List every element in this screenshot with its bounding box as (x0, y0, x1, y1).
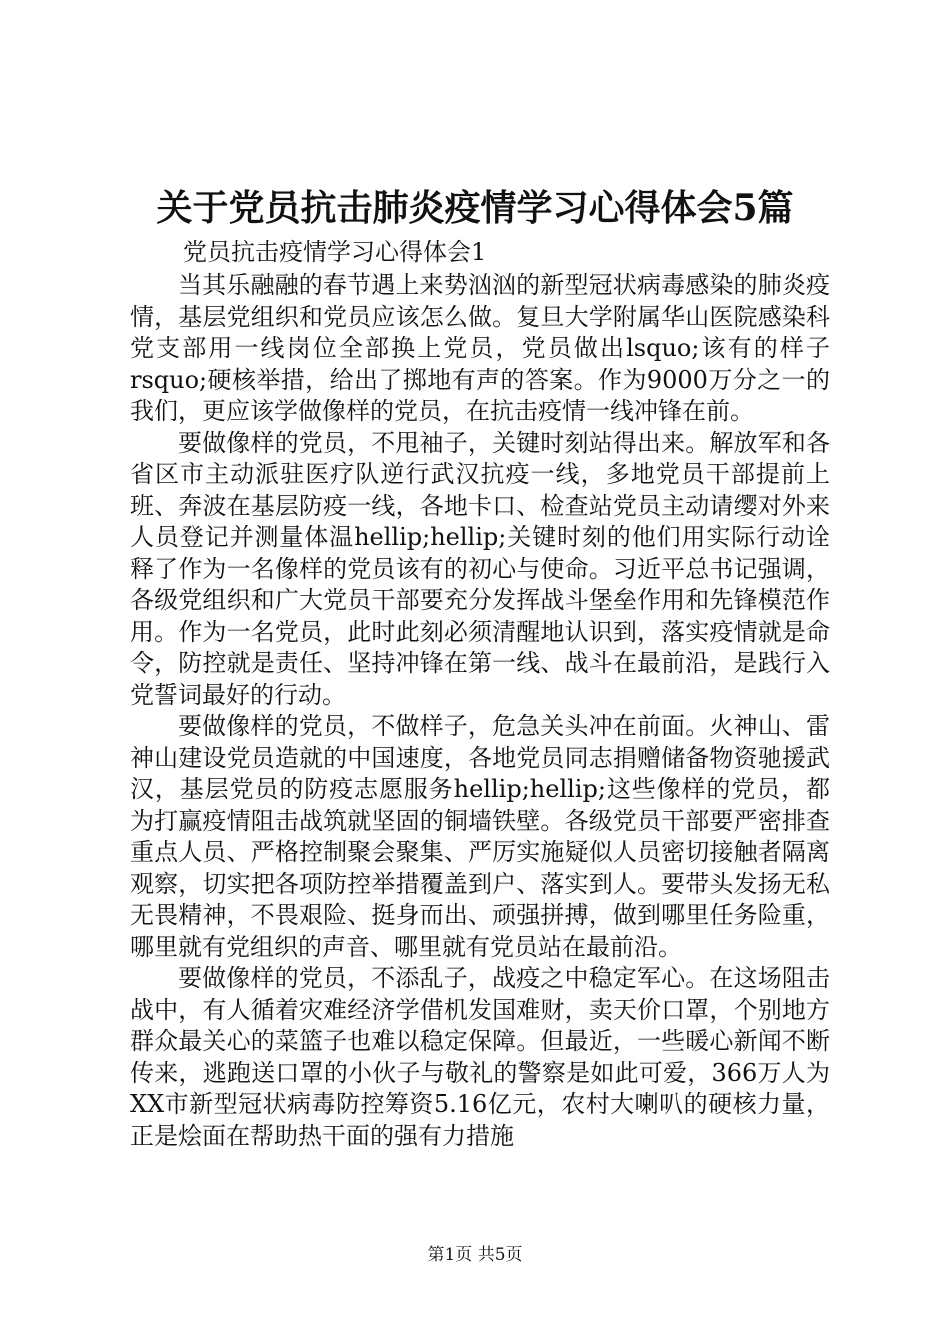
paragraph: 当其乐融融的春节遇上来势汹汹的新型冠状病毒感染的肺炎疫情，基层党组织和党员应该怎么做。复旦大学附属华山医院感染科党支部用一线岗位全部换上党员，党员做出lsquo;该有的样子rsquo;硬核举措，给出了掷地有声的答案。作为9000万分之一的我们，更应该学做像样的党员，在抗击疫情一线冲锋在前。 (130, 271, 830, 425)
document-title: 关于党员抗击肺炎疫情学习心得体会5篇 (156, 187, 794, 229)
paragraph: 要做像样的党员，不做样子，危急关头冲在前面。火神山、雷神山建设党员造就的中国速度，各地党员同志捐赠储备物资驰援武汉，基层党员的防疫志愿服务hellip;hellip;这些像样的党员，都为打赢疫情阻击战筑就坚固的铜墙铁壁。各级党员干部要严密排查重点人员、严格控制聚会聚集、严厉实施疑似人员密切接触者隔离观察，切实把各项防控举措覆盖到户、落实到人。要带头发扬无私无畏精神，不畏艰险、挺身而出、顽强拼搏，做到哪里任务险重，哪里就有党组织的声音、哪里就有党员站在最前沿。 (130, 712, 830, 961)
section-heading: 党员抗击疫情学习心得体会1 (183, 238, 487, 266)
paragraph: 要做像样的党员，不甩袖子，关键时刻站得出来。解放军和各省区市主动派驻医疗队逆行武汉抗疫一线，多地党员干部提前上班、奔波在基层防疫一线，各地卡口、检查站党员主动请缨对外来人员登记并测量体温hellip;hellip;关键时刻的他们用实际行动诠释了作为一名像样的党员该有的初心与使命。习近平总书记强调，各级党组织和广大党员干部要充分发挥战斗堡垒作用和先锋模范作用。作为一名党员，此时此刻必须清醒地认识到，落实疫情就是命令，防控就是责任、坚持冲锋在第一线、战斗在最前沿，是践行入党誓词最好的行动。 (130, 428, 830, 709)
document-body (130, 270, 830, 1152)
page-footer: 第1页 共5页 (427, 1245, 523, 1265)
paragraph: 要做像样的党员，不添乱子，战疫之中稳定军心。在这场阻击战中，有人循着灾难经济学借机发国难财，卖天价口罩，个别地方群众最关心的菜篮子也难以稳定保障。但最近，一些暖心新闻不断传来，逃跑送口罩的小伙子与敬礼的警察是如此可爱，366万人为XX市新型冠状病毒防控筹资5.16亿元，农村大喇叭的硬核力量，正是烩面在帮助热干面的强有力措施 (130, 964, 830, 1150)
